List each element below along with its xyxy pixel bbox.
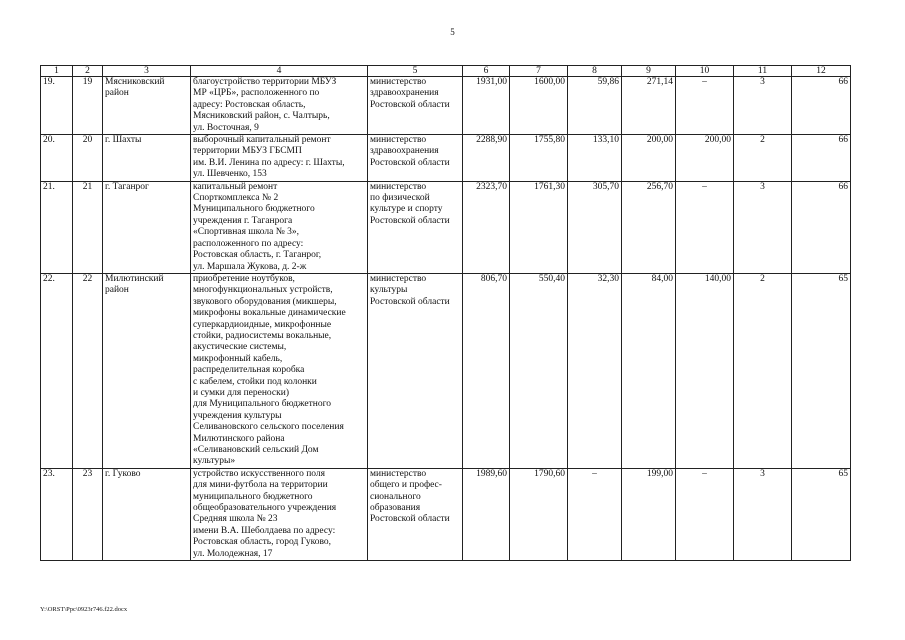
ministry-cell: министерство по физической культуре и спорту Ростовской области xyxy=(368,181,463,273)
municipality-cell: Милютинский район xyxy=(103,273,191,468)
table-row xyxy=(41,468,851,560)
value-cell: 200,00 xyxy=(676,135,734,182)
value-cell: 1989,60 xyxy=(463,468,510,560)
value-cell: 550,40 xyxy=(510,273,568,468)
page-number: 5 xyxy=(450,27,455,37)
column-header: 11 xyxy=(734,66,792,77)
value-cell: 1755,80 xyxy=(510,135,568,182)
value-cell: 2 xyxy=(734,135,792,182)
value-cell: 84,00 xyxy=(622,273,676,468)
column-header: 6 xyxy=(463,66,510,77)
column-header: 4 xyxy=(191,66,368,77)
column-header: 5 xyxy=(368,66,463,77)
column-header: 9 xyxy=(622,66,676,77)
footer-file-path: Y:\ORST\Ppc\0923r746.f22.docx xyxy=(40,606,128,613)
municipality-cell: г. Шахты xyxy=(103,135,191,182)
value-cell: 806,70 xyxy=(463,273,510,468)
value-cell: 133,10 xyxy=(568,135,622,182)
description-cell: выборочный капитальный ремонт территории МБУЗ ГБСМП им. В.И. Ленина по адресу: г. Шахты, ул. Шевченко, 153 xyxy=(191,135,368,182)
row-index-cell: 21. xyxy=(41,181,73,273)
ministry-cell: министерство культуры Ростовской области xyxy=(368,273,463,468)
row-number-cell: 20 xyxy=(73,135,103,182)
value-cell: 2323,70 xyxy=(463,181,510,273)
ministry-cell: министерство здравоохранения Ростовской области xyxy=(368,135,463,182)
column-header-row xyxy=(41,66,851,77)
value-cell: 140,00 xyxy=(676,273,734,468)
row-number-cell: 19 xyxy=(73,77,103,135)
value-cell: 200,00 xyxy=(622,135,676,182)
value-cell: 66 xyxy=(792,77,851,135)
row-number-cell: 22 xyxy=(73,273,103,468)
data-table xyxy=(40,65,851,561)
table-row xyxy=(41,135,851,182)
row-number-cell: 23 xyxy=(73,468,103,560)
table-row xyxy=(41,181,851,273)
value-cell: 66 xyxy=(792,135,851,182)
column-header: 10 xyxy=(676,66,734,77)
column-header: 3 xyxy=(103,66,191,77)
value-cell: – xyxy=(676,77,734,135)
value-cell: – xyxy=(676,468,734,560)
value-cell: 65 xyxy=(792,468,851,560)
description-cell: благоустройство территории МБУЗ МР «ЦРБ», расположенного по адресу: Ростовская область, Мясниковский район, с. Чалтырь, ул. Восточная, 9 xyxy=(191,77,368,135)
value-cell: 32,30 xyxy=(568,273,622,468)
row-index-cell: 22. xyxy=(41,273,73,468)
value-cell: 59,86 xyxy=(568,77,622,135)
value-cell: 2288,90 xyxy=(463,135,510,182)
municipality-cell: г. Гуково xyxy=(103,468,191,560)
value-cell: 3 xyxy=(734,77,792,135)
value-cell: 3 xyxy=(734,181,792,273)
value-cell: 1761,30 xyxy=(510,181,568,273)
value-cell: 1790,60 xyxy=(510,468,568,560)
value-cell: 2 xyxy=(734,273,792,468)
column-header: 12 xyxy=(792,66,851,77)
column-header: 1 xyxy=(41,66,73,77)
value-cell: 66 xyxy=(792,181,851,273)
value-cell: 1931,00 xyxy=(463,77,510,135)
value-cell: 1600,00 xyxy=(510,77,568,135)
value-cell: 271,14 xyxy=(622,77,676,135)
ministry-cell: министерство общего и профес- сионального образования Ростовской области xyxy=(368,468,463,560)
row-index-cell: 23. xyxy=(41,468,73,560)
municipality-cell: Мясниковский район xyxy=(103,77,191,135)
value-cell: 65 xyxy=(792,273,851,468)
description-cell: устройство искусственного поля для мини-футбола на территории муниципального бюджетного общеобразовательного учреждения Средняя школа № 23 имени В.А. Шеболдаева по адресу: Ростовская область, город Гуково, ул. Молодежная, 17 xyxy=(191,468,368,560)
column-header: 2 xyxy=(73,66,103,77)
ministry-cell: министерство здравоохранения Ростовской области xyxy=(368,77,463,135)
description-cell: капитальный ремонт Спорткомплекса № 2 Муниципального бюджетного учреждения г. Таганрога «Спортивная школа № 3», расположенного по адресу: Ростовская область, г. Таганрог, ул. Маршала Жукова, д. 2-ж xyxy=(191,181,368,273)
value-cell: 256,70 xyxy=(622,181,676,273)
value-cell: 305,70 xyxy=(568,181,622,273)
municipality-cell: г. Таганрог xyxy=(103,181,191,273)
row-index-cell: 19. xyxy=(41,77,73,135)
row-index-cell: 20. xyxy=(41,135,73,182)
column-header: 8 xyxy=(568,66,622,77)
value-cell: – xyxy=(676,181,734,273)
description-cell: приобретение ноутбуков, многофункциональных устройств, звукового оборудования (микшеры, микрофоны вокальные динамические суперкардиоидные, микрофонные стойки, радиосистемы вокальные, акустические системы, микрофонный кабель, распределительная коробка с кабелем, стойки под колонки и сумки для переноски) для Муниципального бюджетного учреждения культуры Селивановского сельского поселения Милютинского района «Селивановский сельский Дом культуры» xyxy=(191,273,368,468)
value-cell: 3 xyxy=(734,468,792,560)
value-cell: – xyxy=(568,468,622,560)
value-cell: 199,00 xyxy=(622,468,676,560)
row-number-cell: 21 xyxy=(73,181,103,273)
table-row xyxy=(41,273,851,468)
table-row xyxy=(41,77,851,135)
column-header: 7 xyxy=(510,66,568,77)
